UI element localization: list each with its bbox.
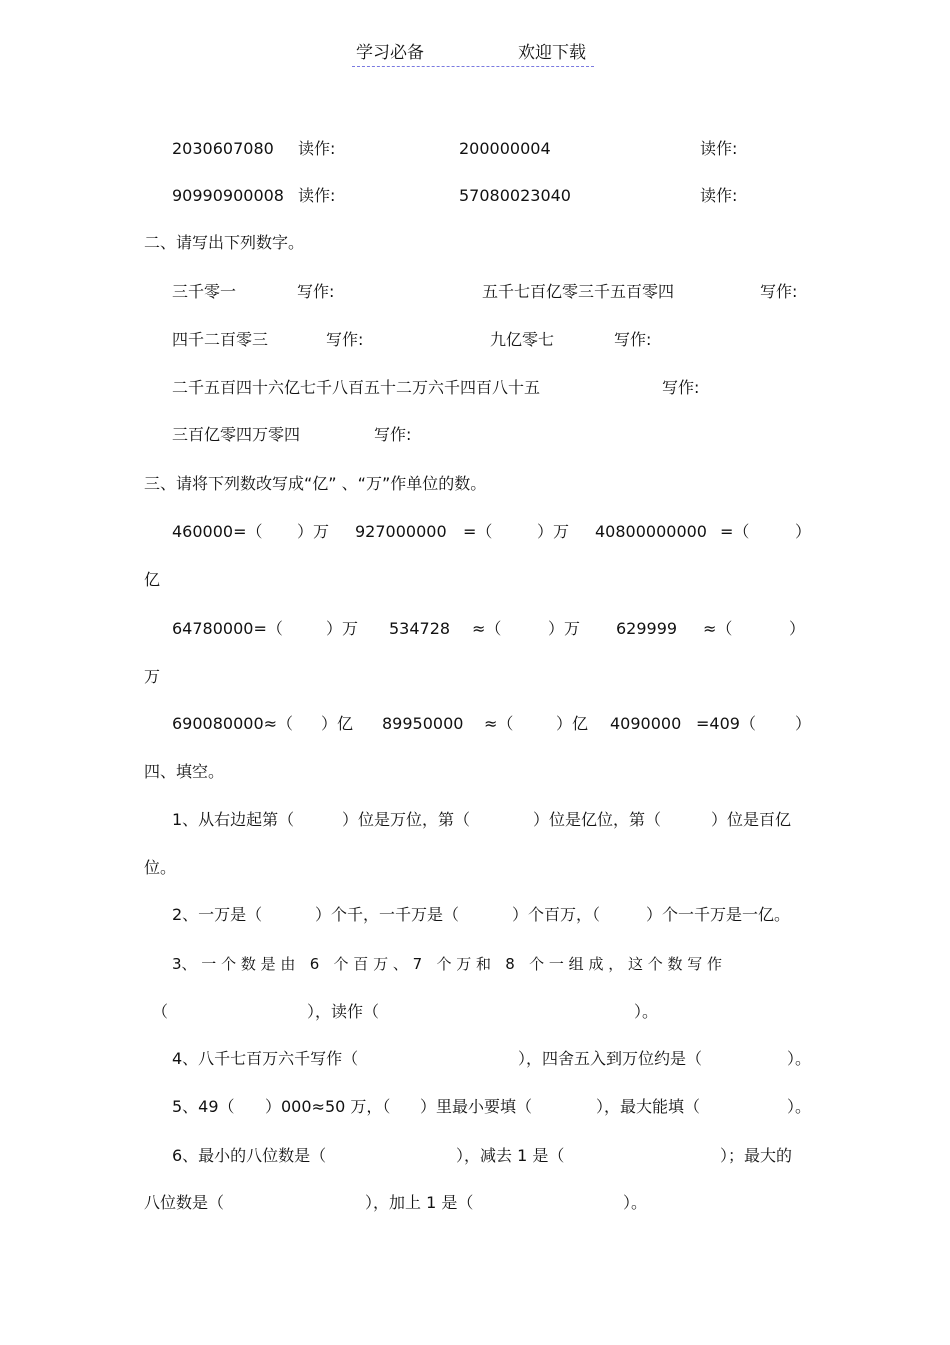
s4-part: ）。 bbox=[623, 1193, 648, 1212]
s4-part: 4、八千七百万六千写作（ bbox=[172, 1049, 359, 1068]
s4-part: 3、 一 个 数 是 由 6 个 百 万 、 7 个 万 和 8 个 一 组 成 ， 这 个 数 写 作 bbox=[172, 955, 723, 973]
header-right-text: 欢迎下载 bbox=[518, 43, 586, 63]
header-left-text: 学习必备 bbox=[356, 43, 424, 63]
read-row-1-num1: 2030607080 bbox=[172, 139, 274, 158]
read-row-2-num1: 90990900008 bbox=[172, 186, 284, 205]
section-4-title: 四、填空。 bbox=[144, 762, 225, 781]
s4-part: ）。 bbox=[787, 1097, 812, 1116]
s3-part: ）亿 bbox=[321, 714, 354, 733]
s4-part: ）。 bbox=[634, 1002, 659, 1021]
s4-part: 位。 bbox=[144, 858, 177, 877]
s2-item: 四千二百零三 bbox=[172, 330, 269, 349]
s3-part: ）万 bbox=[548, 619, 581, 638]
s4-part: ）里最小要填（ bbox=[420, 1097, 533, 1116]
s2-item: 九亿零七 bbox=[490, 330, 555, 349]
s3-part: 40800000000 bbox=[595, 522, 707, 541]
s4-part: （ bbox=[152, 1002, 169, 1021]
s2-item: 五千七百亿零三千五百零四 bbox=[482, 282, 675, 301]
s3-part: ） bbox=[789, 619, 806, 638]
s4-part: 6、最小的八位数是（ bbox=[172, 1146, 327, 1165]
s4-part: ），减去 1 是（ bbox=[456, 1146, 565, 1165]
s2-label: 写作: bbox=[760, 282, 798, 301]
read-row-1-label1: 读作: bbox=[298, 139, 336, 158]
s4-part: ）位是万位，第（ bbox=[342, 810, 471, 829]
s4-part: ）个一千万是一亿。 bbox=[646, 905, 791, 924]
s3-part: ）亿 bbox=[556, 714, 589, 733]
s4-part: ）个百万，（ bbox=[512, 905, 601, 924]
s3-part: ） bbox=[795, 714, 812, 733]
s4-part: ）个千，一千万是（ bbox=[315, 905, 460, 924]
s2-label: 写作: bbox=[662, 378, 700, 397]
s4-part: ），最大能填（ bbox=[596, 1097, 701, 1116]
s4-part: ），读作（ bbox=[307, 1002, 380, 1021]
s2-label: 写作: bbox=[297, 282, 335, 301]
read-row-2-num2: 57080023040 bbox=[459, 186, 571, 205]
s4-part: ）000≈50 万，（ bbox=[265, 1097, 391, 1116]
read-row-2-label2: 读作: bbox=[700, 186, 738, 205]
s4-part: ）；最大的 bbox=[720, 1146, 793, 1165]
s4-part: 5、49（ bbox=[172, 1097, 235, 1116]
s3-part: ）万 bbox=[326, 619, 359, 638]
s3-part: 629999 bbox=[616, 619, 678, 638]
s3-part: ≈（ bbox=[472, 619, 502, 638]
s3-part: 534728 bbox=[389, 619, 451, 638]
s3-part: =（ bbox=[720, 522, 750, 541]
s2-label: 写作: bbox=[326, 330, 364, 349]
s3-part: ）万 bbox=[297, 522, 330, 541]
s4-part: 2、一万是（ bbox=[172, 905, 263, 924]
read-row-1-label2: 读作: bbox=[700, 139, 738, 158]
read-row-2-label1: 读作: bbox=[298, 186, 336, 205]
s4-part: 1、从右边起第（ bbox=[172, 810, 295, 829]
section-3-title: 三、请将下列数改写成“亿” 、“万”作单位的数。 bbox=[144, 474, 487, 493]
s3-part: ）万 bbox=[537, 522, 570, 541]
s4-part: ），四舍五入到万位约是（ bbox=[518, 1049, 703, 1068]
s3-part: ≈（ bbox=[703, 619, 733, 638]
s3-part: ≈（ bbox=[484, 714, 514, 733]
section-2-title: 二、请写出下列数字。 bbox=[144, 233, 305, 252]
read-row-1-num2: 200000004 bbox=[459, 139, 551, 158]
s2-label: 写作: bbox=[614, 330, 652, 349]
s3-part: 4090000 bbox=[610, 714, 682, 733]
s3-part: 89950000 bbox=[382, 714, 464, 733]
s3-part: 927000000 bbox=[355, 522, 447, 541]
s3-part: =409（ bbox=[696, 714, 756, 733]
page-header bbox=[352, 42, 594, 67]
s3-part: 690080000≈（ bbox=[172, 714, 294, 733]
s4-part: ），加上 1 是（ bbox=[365, 1193, 474, 1212]
s2-item: 二千五百四十六亿七千八百五十二万六千四百八十五 bbox=[172, 378, 541, 397]
s4-part: ）。 bbox=[787, 1049, 812, 1068]
s4-part: 八位数是（ bbox=[144, 1193, 225, 1212]
s4-part: ）位是百亿 bbox=[711, 810, 792, 829]
s2-label: 写作: bbox=[374, 425, 412, 444]
s3-part: 460000=（ bbox=[172, 522, 263, 541]
s4-part: ）位是亿位，第（ bbox=[533, 810, 662, 829]
s2-item: 三千零一 bbox=[172, 282, 237, 301]
s3-part: =（ bbox=[463, 522, 493, 541]
s3-part: 万 bbox=[144, 667, 161, 686]
s3-part: 亿 bbox=[144, 570, 161, 589]
s3-part: 64780000=（ bbox=[172, 619, 283, 638]
s3-part: ） bbox=[795, 522, 812, 541]
s2-item: 三百亿零四万零四 bbox=[172, 425, 301, 444]
